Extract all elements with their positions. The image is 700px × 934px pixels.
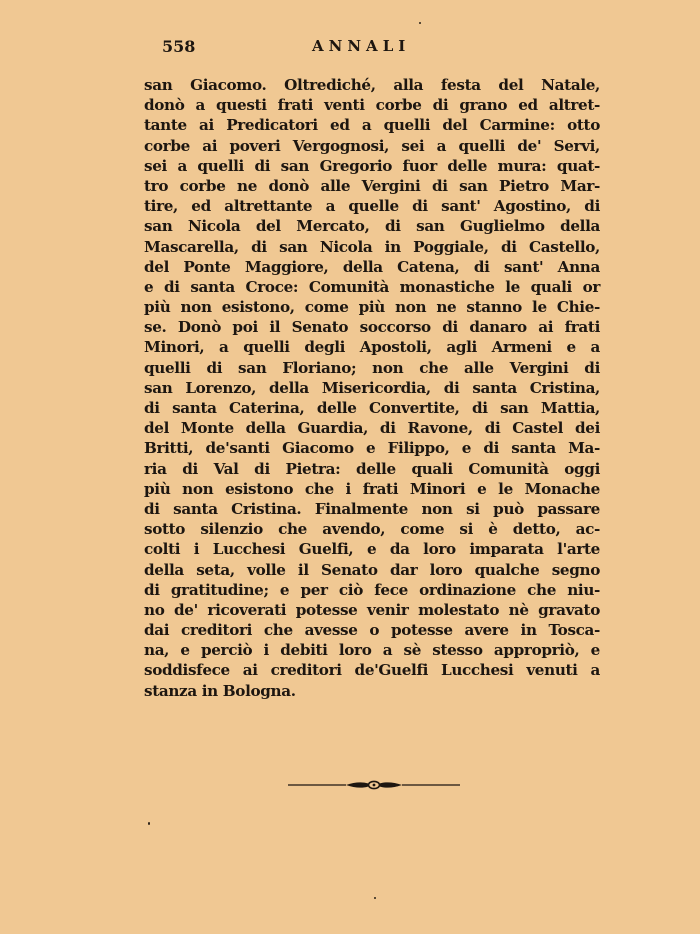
ink-speck [148,822,150,825]
running-title: ANNALI [312,37,411,55]
text-line: donò a questi frati venti corbe di grano ed altret- [144,96,600,115]
text-line: della seta, volle il Senato dar loro qualche segno [144,560,600,579]
body-text [144,75,600,701]
text-line: soddisfece ai creditori de'Guelfi Lucchesi venuti a [144,661,600,680]
text-line: Minori, a quelli degli Apostoli, agli Armeni e a [144,338,600,357]
text-line: dai creditori che avesse o potesse avere in Tosca- [144,621,600,640]
page-number: 558 [162,37,196,56]
text-line: tire, ed altrettante a quelle di sant' Agostino, di [144,197,600,216]
text-line: di gratitudine; e per ciò fece ordinazione che niu- [144,580,600,599]
text-line: Britti, de'santi Giacomo e Filippo, e di santa Ma- [144,439,600,458]
end-of-chapter-ornament-icon [288,776,460,794]
text-line: ria di Val di Pietra: delle quali Comunità oggi [144,459,600,478]
text-line: Mascarella, di san Nicola in Poggiale, di Castello, [144,237,600,256]
text-line: colti i Lucchesi Guelfi, e da loro imparata l'arte [144,540,600,559]
text-line: corbe ai poveri Vergognosi, sei a quelli de' Servi, [144,136,600,155]
text-line: del Ponte Maggiore, della Catena, di sant' Anna [144,257,600,276]
text-line: na, e perciò i debiti loro a sè stesso appropriò, e [144,641,600,660]
text-line: san Lorenzo, della Misericordia, di santa Cristina, [144,378,600,397]
ink-speck [374,897,376,899]
text-line: più non esistono, come più non ne stanno le Chie- [144,298,600,317]
text-line: di santa Cristina. Finalmente non si può passare [144,499,600,518]
text-line: sotto silenzio che avendo, come si è detto, ac- [144,520,600,539]
text-line: stanza in Bologna. [144,681,296,700]
text-line: tante ai Predicatori ed a quelli del Carmine: otto [144,116,600,135]
text-line: sei a quelli di san Gregorio fuor delle mura: quat- [144,156,600,175]
text-line: e di santa Croce: Comunità monastiche le quali or [144,277,600,296]
text-line: del Monte della Guardia, di Ravone, di Castel dei [144,419,600,438]
text-line: quelli di san Floriano; non che alle Vergini di [144,358,600,377]
text-line: no de' ricoverati potesse venir molestato nè gravato [144,600,600,619]
text-line: san Giacomo. Oltrediché, alla festa del Natale, [144,76,600,94]
text-line: san Nicola del Mercato, di san Guglielmo della [144,217,600,236]
text-line: più non esistono che i frati Minori e le Monache [144,479,600,498]
ink-speck [419,22,421,24]
text-line: di santa Caterina, delle Convertite, di san Mattia, [144,399,600,417]
text-line: tro corbe ne donò alle Vergini di san Pietro Mar- [144,176,600,195]
text-line: se. Donò poi il Senato soccorso di danaro ai frati [144,318,600,337]
